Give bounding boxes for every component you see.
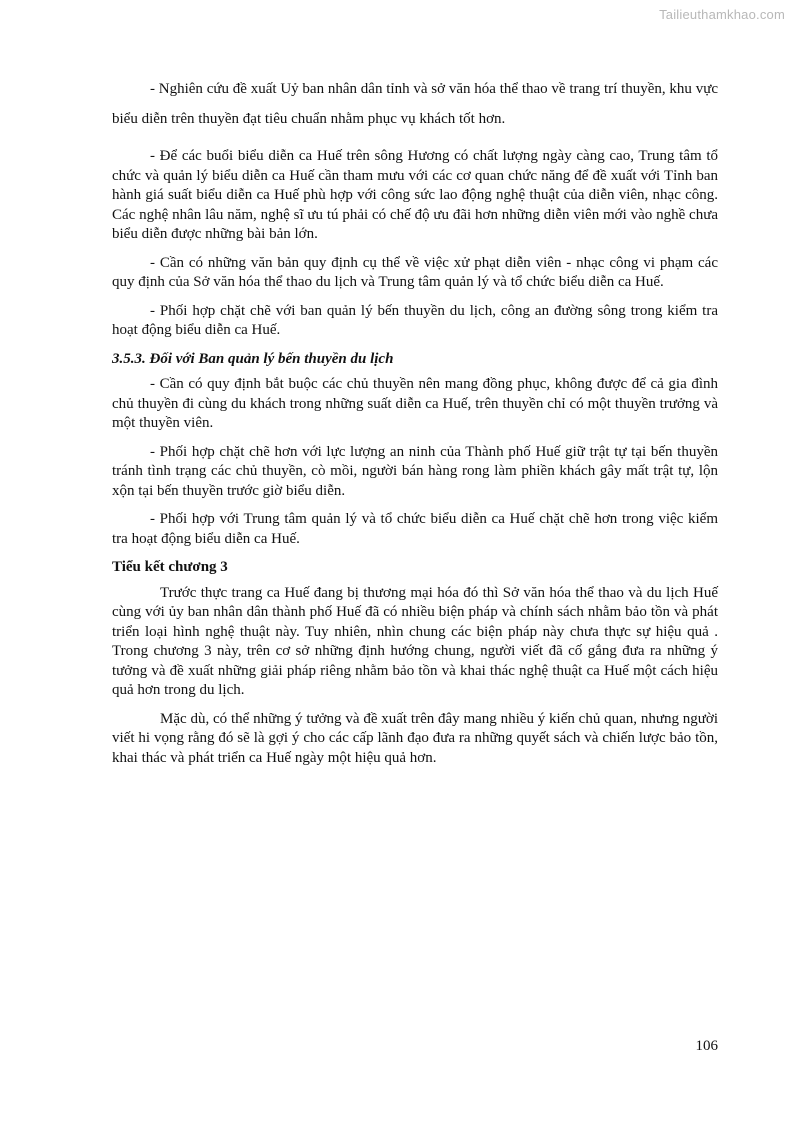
paragraph-security-coordination: - Phối hợp chặt chẽ hơn với lực lượng an ninh của Thành phố Huế giữ trật tự tại bến thuyền tránh tình trạng các chủ thuyền, cò mồi, người bán hàng rong làm phiền khách gây mất trật tự, lộn xộn tại bến thuyền trước giờ biểu diễn.: [112, 443, 718, 499]
section-heading: 3.5.3. Đối với Ban quản lý bến thuyền du lịch: [112, 350, 394, 367]
paragraph-boat-decoration: - Nghiên cứu đề xuất Uỷ ban nhân dân tỉnh và sở văn hóa thể thao về trang trí thuyền, khu vực biểu diễn trên thuyền đạt tiêu chuẩn nhằm phục vụ khách tốt hơn.: [112, 81, 718, 127]
paragraph-penalty-regulations: - Cần có những văn bản quy định cụ thể về việc xử phạt diễn viên - nhạc công vi phạm các quy định của Sở văn hóa thể thao du lịch và Trung tâm quản lý và tổ chức biểu diễn ca Huế.: [112, 254, 718, 290]
paragraph-coordination-police: - Phối hợp chặt chẽ với ban quản lý bến thuyền du lịch, công an đường sông trong kiểm tra hoạt động biểu diễn ca Huế.: [112, 302, 718, 338]
watermark-text: Tailieuthamkhao.com: [659, 7, 785, 22]
document-body: [112, 74, 718, 777]
paragraph-center-coordination: - Phối hợp với Trung tâm quản lý và tổ chức biểu diễn ca Huế chặt chẽ hơn trong việc kiểm tra hoạt động biểu diễn ca Huế.: [112, 511, 718, 547]
summary-heading: Tiểu kết chương 3: [112, 559, 228, 575]
paragraph-summary-2: Mặc dù, có thể những ý tưởng và đề xuất trên đây mang nhiều ý kiến chủ quan, nhưng người viết hi vọng rằng đó sẽ là gợi ý cho các cấp lãnh đạo đưa ra những quyết sách và chiến lược bảo tồn, khai thác và phát triển ca Huế ngày một hiệu quả hơn.: [112, 710, 718, 766]
page-number: 106: [695, 1038, 718, 1054]
paragraph-summary-1: Trước thực trang ca Huế đang bị thương mại hóa đó thì Sở văn hóa thể thao và du lịch Huế cùng với ủy ban nhân dân thành phố Huế đã có nhiều biện pháp và chính sách nhằm bảo tồn và phát triển loại hình nghệ thuật này. Tuy nhiên, nhìn chung các biện pháp này chưa thực sự hiệu quả . Trong chương 3 này, trên cơ sở những định hướng chung, người viết đã cố gắng đưa ra những ý tưởng và đề xuất những giải pháp riêng nhằm bảo tồn và khai thác nghệ thuật ca Huế một cách hiệu quả hơn trong du lịch.: [112, 584, 718, 698]
paragraph-uniform-rule: - Cần có quy định bắt buộc các chủ thuyền nên mang đồng phục, không được để cả gia đình chủ thuyền đi cùng du khách trong những suất diễn ca Huế, trên thuyền chỉ có một thuyền trưởng và một thuyền viên.: [112, 376, 718, 431]
paragraph-performance-pricing: - Để các buổi biểu diễn ca Huế trên sông Hương có chất lượng ngày càng cao, Trung tâm tổ chức và quản lý biểu diễn ca Huế cần tham mưu với các cơ quan chức năng để đề xuất với Tỉnh ban hành giá suất biểu diễn ca Huế phù hợp với công sức lao động nghệ thuật của diễn viên, nhạc công. Các nghệ nhân lâu năm, nghệ sĩ ưu tú phải có chế độ ưu đãi hơn những diễn viên mới vào nghề chưa biểu diễn được những bài bản lớn.: [112, 148, 718, 242]
